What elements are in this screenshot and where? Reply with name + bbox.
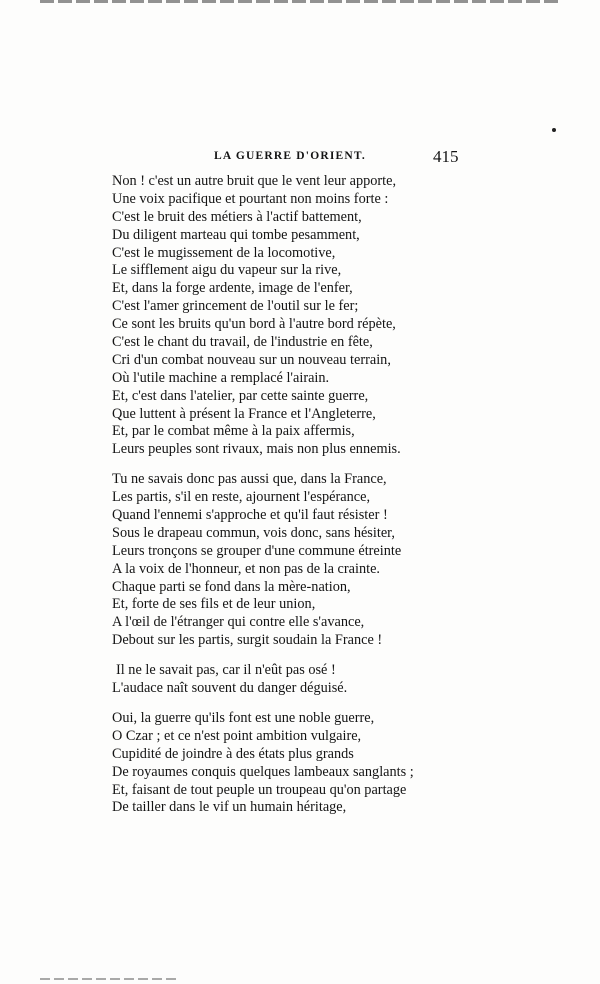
verse-line: Le sifflement aigu du vapeur sur la rive,: [112, 262, 342, 279]
verse-line: Cupidité de joindre à des états plus grands: [112, 745, 354, 762]
verse-line: O Czar ; et ce n'est point ambition vulgaire,: [112, 727, 362, 744]
verse-line: Tu ne savais donc pas aussi que, dans la France,: [112, 471, 387, 488]
verse-line: Ce sont les bruits qu'un bord à l'autre bord répète,: [112, 316, 396, 333]
running-head: [0, 147, 600, 170]
verse-line: Leurs tronçons se grouper d'une commune étreinte: [112, 542, 402, 559]
bottom-edge-rule: [40, 978, 180, 980]
stanza: [112, 471, 492, 650]
verse-line: Leurs peuples sont rivaux, mais non plus ennemis.: [112, 441, 401, 458]
ink-speck: [552, 128, 556, 132]
verse-line: Les partis, s'il en reste, ajournent l'espérance,: [112, 489, 371, 506]
verse-line: Non ! c'est un autre bruit que le vent leur apporte,: [112, 173, 397, 189]
verse-line: Et, c'est dans l'atelier, par cette sainte guerre,: [112, 387, 369, 404]
page-number: 415: [433, 147, 459, 166]
stanza: [112, 710, 492, 817]
verse-line: Et, forte de ses fils et de leur union,: [112, 596, 316, 613]
verse-line: De royaumes conquis quelques lambeaux sanglants ;: [112, 763, 414, 780]
verse-line: Oui, la guerre qu'ils font est une noble guerre,: [112, 709, 375, 726]
verse-line: Cri d'un combat nouveau sur un nouveau terrain,: [112, 351, 391, 368]
stanza: [112, 173, 492, 459]
verse-line: Où l'utile machine a remplacé l'airain.: [112, 369, 330, 386]
verse-line: Et, par le combat même à la paix affermis,: [112, 423, 355, 440]
verse-line: Une voix pacifique et pourtant non moins forte :: [112, 190, 389, 207]
verse-line: Que luttent à présent la France et l'Angleterre,: [112, 405, 376, 422]
verse-line: Chaque parti se fond dans la mère-nation,: [112, 578, 351, 595]
verse-line: Et, faisant de tout peuple un troupeau qu'on partage: [112, 781, 407, 798]
verse-line: De tailler dans le vif un humain héritage,: [112, 799, 347, 816]
verse-line: Quand l'ennemi s'approche et qu'il faut résister !: [112, 507, 388, 524]
top-edge-rule: [40, 0, 560, 3]
verse-line: Il ne le savait pas, car il n'eût pas osé !: [116, 662, 336, 679]
verse-line: A la voix de l'honneur, et non pas de la crainte.: [112, 560, 381, 577]
verse-line: C'est le chant du travail, de l'industrie en fête,: [112, 334, 373, 351]
verse-line: C'est l'amer grincement de l'outil sur le fer;: [112, 298, 359, 315]
verse-line: Sous le drapeau commun, vois donc, sans hésiter,: [112, 524, 395, 541]
verse-line: C'est le bruit des métiers à l'actif battement,: [112, 208, 362, 225]
running-title: LA GUERRE D'ORIENT.: [214, 150, 366, 162]
poem-body: [112, 173, 492, 829]
stanza: [112, 662, 492, 698]
verse-line: Du diligent marteau qui tombe pesamment,: [112, 226, 360, 243]
verse-line: Et, dans la forge ardente, image de l'enfer,: [112, 280, 353, 297]
verse-line: A l'œil de l'étranger qui contre elle s'avance,: [112, 614, 365, 631]
verse-line: L'audace naît souvent du danger déguisé.: [112, 680, 348, 697]
verse-line: Debout sur les partis, surgit soudain la France !: [112, 632, 383, 649]
verse-line: C'est le mugissement de la locomotive,: [112, 244, 336, 261]
